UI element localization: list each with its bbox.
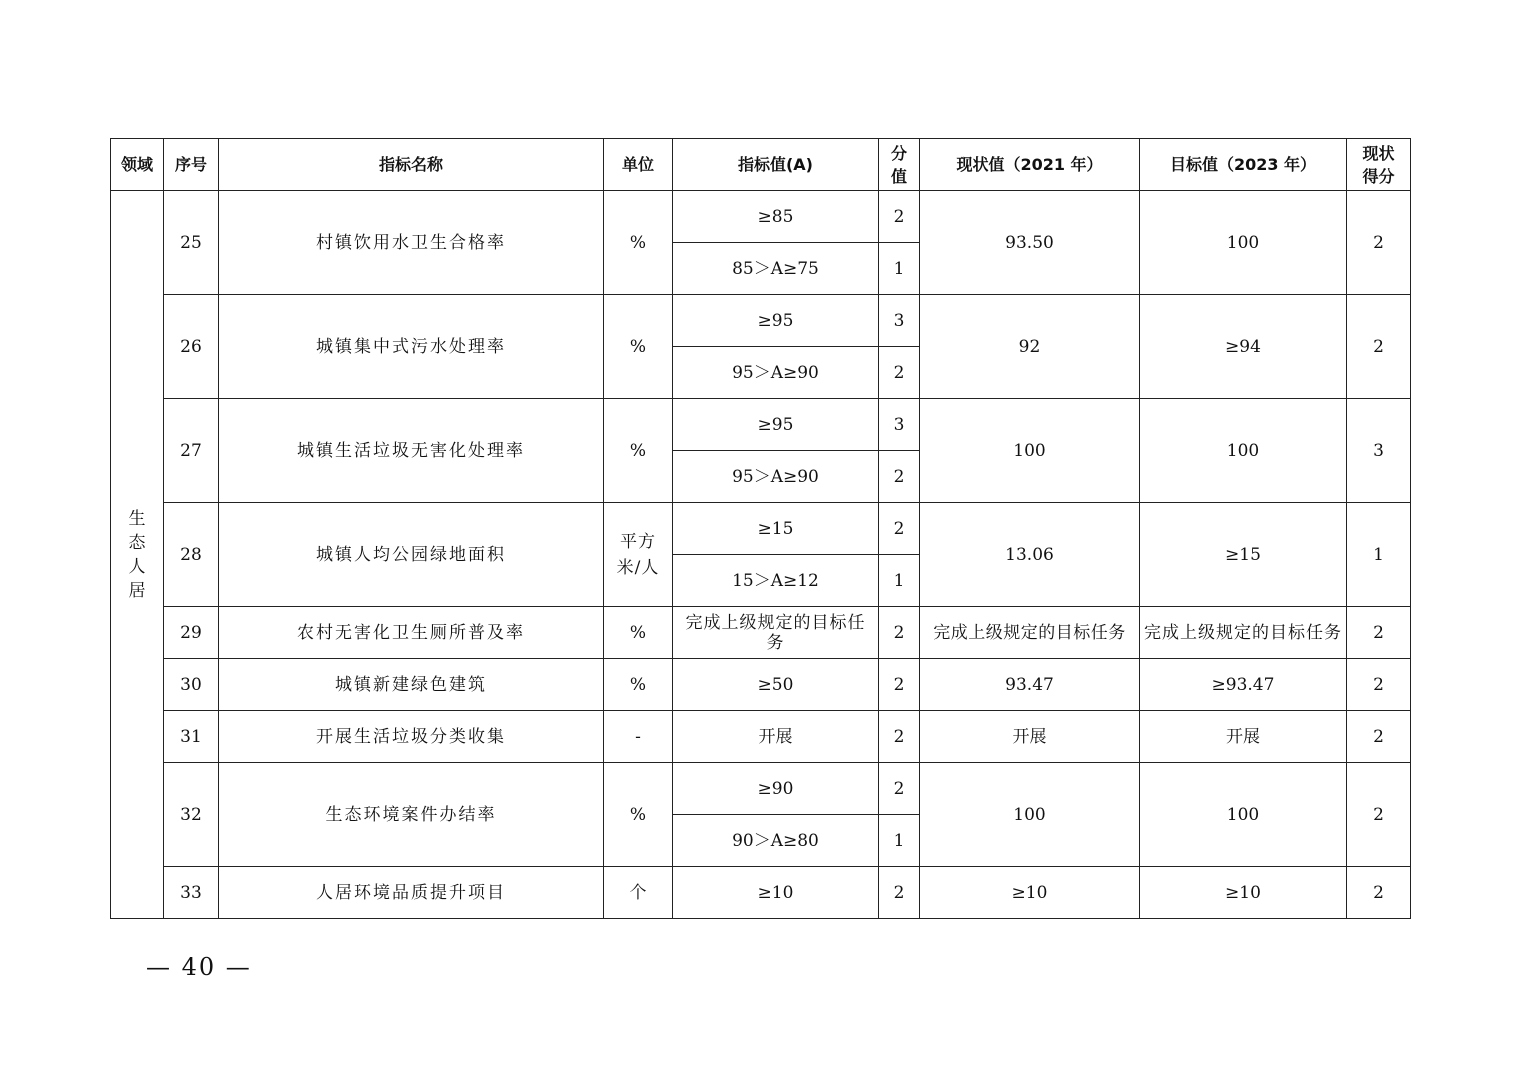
row-name: 村镇饮用水卫生合格率 xyxy=(219,191,604,295)
table-row xyxy=(111,867,1411,919)
threshold-value: 15＞A≥12 xyxy=(673,555,879,607)
row-no: 27 xyxy=(164,399,219,503)
threshold-score: 2 xyxy=(879,503,920,555)
row-current-score: 2 xyxy=(1347,607,1411,659)
row-current-score: 1 xyxy=(1347,503,1411,607)
row-current: 93.47 xyxy=(920,659,1140,711)
page-number: — 40 — xyxy=(146,953,252,981)
threshold-score: 3 xyxy=(879,295,920,347)
row-name: 城镇生活垃圾无害化处理率 xyxy=(219,399,604,503)
header-current-score: 现状得分 xyxy=(1347,139,1411,191)
header-target: 指标值(A) xyxy=(673,139,879,191)
row-name: 人居环境品质提升项目 xyxy=(219,867,604,919)
threshold-value: 95＞A≥90 xyxy=(673,451,879,503)
row-goal: 100 xyxy=(1140,399,1347,503)
row-current: 开展 xyxy=(920,711,1140,763)
row-name: 城镇人均公园绿地面积 xyxy=(219,503,604,607)
row-no: 33 xyxy=(164,867,219,919)
threshold-value: ≥95 xyxy=(673,399,879,451)
threshold-score: 2 xyxy=(879,347,920,399)
row-no: 30 xyxy=(164,659,219,711)
row-goal: 完成上级规定的目标任务 xyxy=(1140,607,1347,659)
row-target: 完成上级规定的目标任务 xyxy=(673,607,879,659)
row-score: 2 xyxy=(879,607,920,659)
threshold-value: ≥85 xyxy=(673,191,879,243)
table-row xyxy=(111,503,1411,555)
row-current-score: 2 xyxy=(1347,295,1411,399)
row-goal: ≥10 xyxy=(1140,867,1347,919)
threshold-score: 3 xyxy=(879,399,920,451)
header-no: 序号 xyxy=(164,139,219,191)
row-name: 城镇新建绿色建筑 xyxy=(219,659,604,711)
row-name: 农村无害化卫生厕所普及率 xyxy=(219,607,604,659)
row-current: 13.06 xyxy=(920,503,1140,607)
row-current: 92 xyxy=(920,295,1140,399)
header-score: 分值 xyxy=(879,139,920,191)
row-score: 2 xyxy=(879,867,920,919)
row-score: 2 xyxy=(879,659,920,711)
row-goal: ≥94 xyxy=(1140,295,1347,399)
row-no: 29 xyxy=(164,607,219,659)
row-unit: % xyxy=(604,399,673,503)
row-score: 2 xyxy=(879,711,920,763)
domain-label: 生态人居 xyxy=(128,508,146,601)
row-target: 开展 xyxy=(673,711,879,763)
row-current-score: 3 xyxy=(1347,399,1411,503)
header-goal: 目标值（2023 年） xyxy=(1140,139,1347,191)
domain-cell xyxy=(111,191,164,919)
row-current-score: 2 xyxy=(1347,711,1411,763)
row-unit: % xyxy=(604,659,673,711)
threshold-score: 2 xyxy=(879,191,920,243)
row-current: 完成上级规定的目标任务 xyxy=(920,607,1140,659)
row-unit: % xyxy=(604,763,673,867)
row-unit: 平方米/人 xyxy=(604,503,673,607)
threshold-score: 2 xyxy=(879,451,920,503)
row-current-score: 2 xyxy=(1347,763,1411,867)
row-name: 城镇集中式污水处理率 xyxy=(219,295,604,399)
row-no: 28 xyxy=(164,503,219,607)
threshold-score: 2 xyxy=(879,763,920,815)
row-no: 31 xyxy=(164,711,219,763)
threshold-value: ≥15 xyxy=(673,503,879,555)
row-name: 生态环境案件办结率 xyxy=(219,763,604,867)
row-unit: 个 xyxy=(604,867,673,919)
row-goal: 开展 xyxy=(1140,711,1347,763)
row-unit: % xyxy=(604,295,673,399)
threshold-score: 1 xyxy=(879,555,920,607)
threshold-value: ≥95 xyxy=(673,295,879,347)
row-target: ≥50 xyxy=(673,659,879,711)
table-row xyxy=(111,711,1411,763)
threshold-score: 1 xyxy=(879,243,920,295)
row-current: 100 xyxy=(920,399,1140,503)
row-target: ≥10 xyxy=(673,867,879,919)
table-row xyxy=(111,191,1411,243)
table-row xyxy=(111,607,1411,659)
row-goal: 100 xyxy=(1140,191,1347,295)
threshold-value: ≥90 xyxy=(673,763,879,815)
row-no: 26 xyxy=(164,295,219,399)
row-current: 93.50 xyxy=(920,191,1140,295)
threshold-value: 85＞A≥75 xyxy=(673,243,879,295)
threshold-score: 1 xyxy=(879,815,920,867)
row-goal: 100 xyxy=(1140,763,1347,867)
header-current: 现状值（2021 年） xyxy=(920,139,1140,191)
threshold-value: 90＞A≥80 xyxy=(673,815,879,867)
table-row xyxy=(111,659,1411,711)
table-row xyxy=(111,399,1411,451)
row-current-score: 2 xyxy=(1347,659,1411,711)
row-current: 100 xyxy=(920,763,1140,867)
header-unit: 单位 xyxy=(604,139,673,191)
row-current-score: 2 xyxy=(1347,191,1411,295)
row-no: 32 xyxy=(164,763,219,867)
row-current-score: 2 xyxy=(1347,867,1411,919)
header-name: 指标名称 xyxy=(219,139,604,191)
row-name: 开展生活垃圾分类收集 xyxy=(219,711,604,763)
header-domain: 领域 xyxy=(111,139,164,191)
row-no: 25 xyxy=(164,191,219,295)
indicator-table xyxy=(110,138,1411,919)
row-unit: % xyxy=(604,607,673,659)
row-unit: % xyxy=(604,191,673,295)
row-current: ≥10 xyxy=(920,867,1140,919)
table-row xyxy=(111,295,1411,347)
row-goal: ≥15 xyxy=(1140,503,1347,607)
row-goal: ≥93.47 xyxy=(1140,659,1347,711)
threshold-value: 95＞A≥90 xyxy=(673,347,879,399)
row-unit: - xyxy=(604,711,673,763)
table-row xyxy=(111,763,1411,815)
header-row xyxy=(111,139,1411,191)
